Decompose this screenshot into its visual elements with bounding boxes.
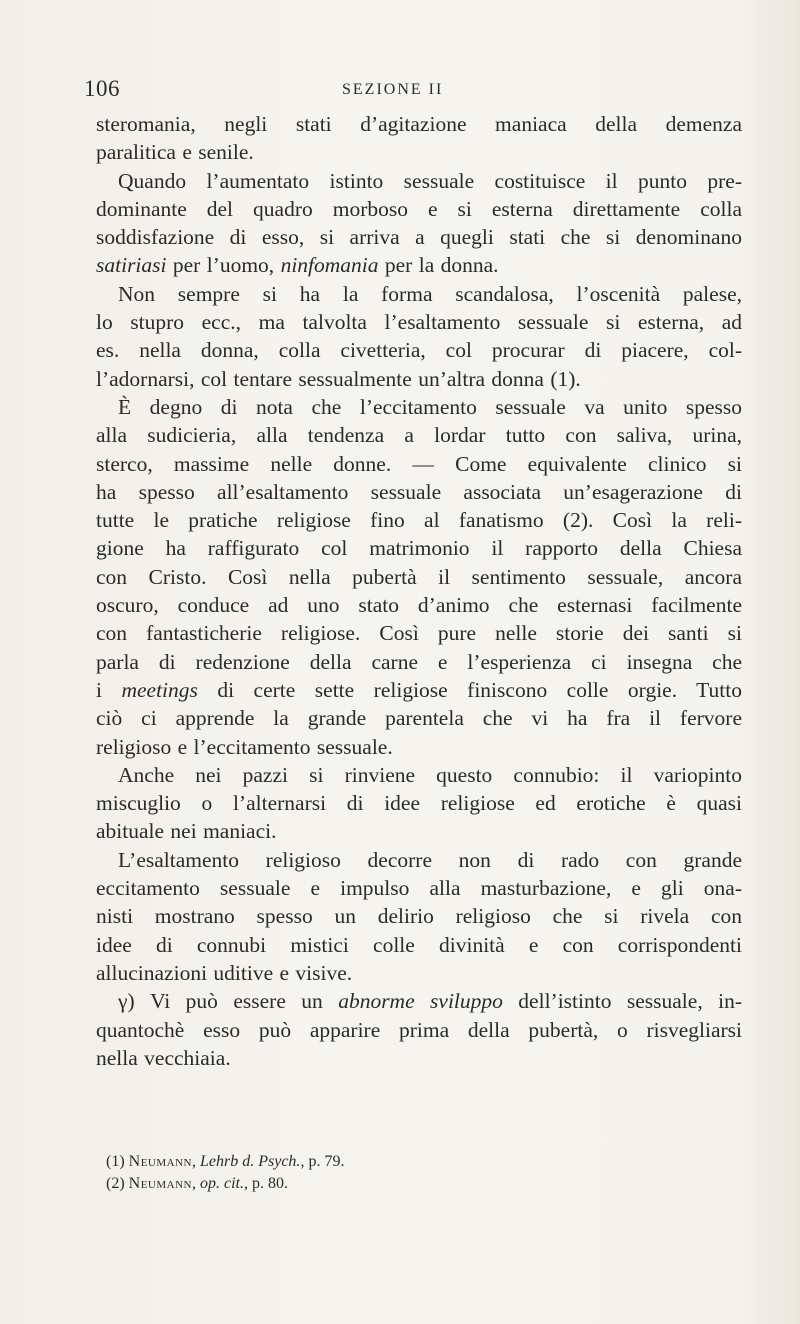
footnote-page: , p. 79. xyxy=(300,1153,345,1170)
text-line: È degno di nota che l’eccitamento sessuale va unito spesso xyxy=(118,394,742,419)
text-line: sterco, massime nelle donne. — Come equivalente clinico si xyxy=(96,451,742,476)
text-line: eccitamento sessuale e impulso alla masturbazione, e gli ona- xyxy=(96,876,742,901)
text-line: quantochè esso può apparire prima della pubertà, o risvegliarsi xyxy=(96,1017,742,1042)
text-line: es. nella donna, colla civetteria, col procurar di piacere, col- xyxy=(96,338,742,363)
footnote-marker: (2) xyxy=(106,1175,125,1192)
text-line: l’adornarsi, col tentare sessualmente un’altra donna (1). xyxy=(96,366,581,391)
italic-term: ninfomania xyxy=(280,253,379,278)
text-line xyxy=(96,251,742,279)
text-line: parla di redenzione della carne e l’esperienza ci insegna che xyxy=(96,649,742,674)
text-line xyxy=(96,987,742,1015)
text-line: dominante del quadro morboso e si esterna direttamente colla xyxy=(96,196,742,221)
text-line: nella vecchiaia. xyxy=(96,1045,231,1070)
italic-term: abnorme sviluppo xyxy=(338,989,503,1014)
text-line: paralitica e senile. xyxy=(96,140,254,165)
text-run: per la donna. xyxy=(378,253,499,278)
text-line: tutte le pratiche religiose fino al fanatismo (2). Così la reli- xyxy=(96,508,742,533)
text-line: gione ha raffigurato col matrimonio il rapporto della Chiesa xyxy=(96,536,742,561)
footnote-author: Neumann xyxy=(128,1153,192,1170)
footnote: (2) Neumann, op. cit., p. 80. xyxy=(106,1175,288,1192)
text-line: Non sempre si ha la forma scandalosa, l’oscenità palese, xyxy=(118,281,742,306)
text-run: per l’uomo, xyxy=(166,253,281,278)
text-line: L’esaltamento religioso decorre non di rado con grande xyxy=(118,847,742,872)
text-line: con Cristo. Così nella pubertà il sentimento sessuale, ancora xyxy=(96,564,742,589)
text-run: γ) Vi può essere un xyxy=(118,989,339,1014)
footnote: (1) Neumann, Lehrb d. Psych., p. 79. xyxy=(106,1153,345,1170)
text-line: con fantasticherie religiose. Così pure nelle storie dei santi si xyxy=(96,621,742,646)
footnote-author: Neumann xyxy=(128,1175,192,1192)
text-line: oscuro, conduce ad uno stato d’animo che esternasi facilmente xyxy=(96,593,742,618)
text-line: lo stupro ecc., ma talvolta l’esaltamento sessuale si esterna, ad xyxy=(96,310,742,335)
page-number: 106 xyxy=(84,76,120,101)
text-line: ciò ci apprende la grande parentela che vi ha fra il fervore xyxy=(96,706,742,731)
text-line: allucinazioni uditive e visive. xyxy=(96,960,353,985)
footnotes xyxy=(106,1151,726,1195)
footnote-work: op. cit. xyxy=(200,1175,244,1192)
text-line: miscuglio o l’alternarsi di idee religiose ed erotiche è quasi xyxy=(96,791,742,816)
page-header xyxy=(84,76,744,106)
text-line: ha spesso all’esaltamento sessuale associata un’esagerazione di xyxy=(96,479,742,504)
text-run: di certe sette religiose finiscono colle orgie. Tutto xyxy=(197,677,742,702)
text-line: steromania, negli stati d’agitazione maniaca della demenza xyxy=(96,112,742,136)
text-line: nisti mostrano spesso un delirio religioso che si rivela con xyxy=(96,904,742,929)
footnote-page: , p. 80. xyxy=(244,1175,288,1192)
footnote-work: Lehrb d. Psych. xyxy=(200,1153,301,1170)
text-line: Anche nei pazzi si rinviene questo connubio: il variopinto xyxy=(118,762,742,787)
text-line xyxy=(96,676,742,704)
running-head: SEZIONE II xyxy=(342,81,444,98)
text-line: alla sudicieria, alla tendenza a lordar tutto con saliva, urina, xyxy=(96,423,742,448)
body-text xyxy=(96,110,742,1072)
footnote-marker: (1) xyxy=(106,1153,125,1170)
text-line: Quando l’aumentato istinto sessuale costituisce il punto pre- xyxy=(118,168,742,193)
text-line: soddisfazione di esso, si arriva a quegli stati che si denominano xyxy=(96,225,742,250)
text-run: i xyxy=(96,677,122,702)
italic-term: satiriasi xyxy=(96,253,167,278)
italic-term: meetings xyxy=(121,677,198,702)
text-line: idee di connubi mistici colle divinità e con corrispondenti xyxy=(96,932,742,957)
text-line: religioso e l’eccitamento sessuale. xyxy=(96,734,393,759)
text-line: abituale nei maniaci. xyxy=(96,819,277,844)
text-run: dell’istinto sessuale, in- xyxy=(502,989,742,1014)
